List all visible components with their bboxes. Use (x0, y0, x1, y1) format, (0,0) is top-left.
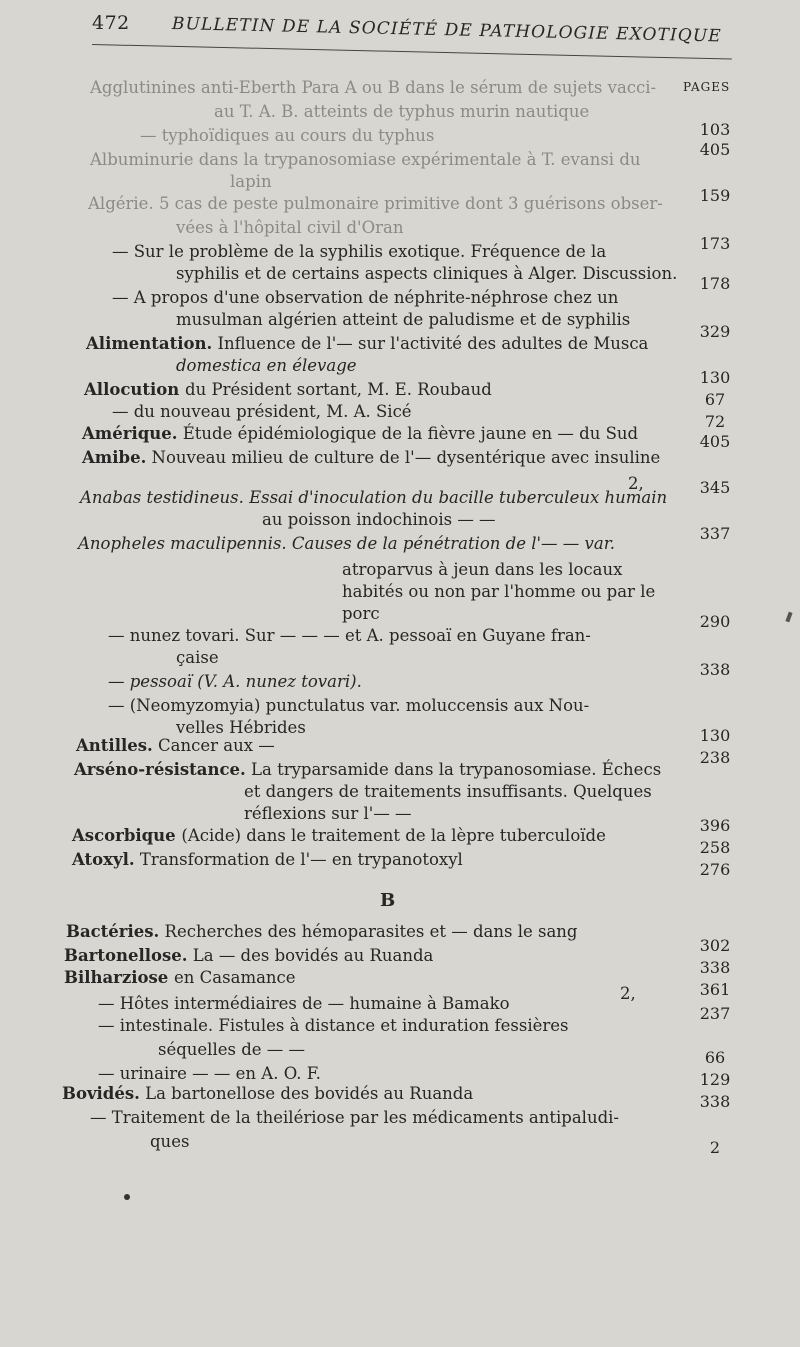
index-line: Amérique. Étude épidémiologique de la fièvre jaune en — du Sud (82, 424, 639, 443)
index-line: Ascorbique (Acide) dans le traitement de la lèpre tuberculoïde (72, 826, 606, 845)
index-line: syphilis et de certains aspects cliniques à Alger. Discussion. (176, 264, 678, 283)
page-number: 472 (92, 12, 130, 34)
index-line: au poisson indochinois — — (262, 510, 496, 529)
index-line: Algérie. 5 cas de peste pulmonaire primitive dont 3 guérisons obser- (88, 194, 663, 213)
page-ref: 159 (699, 186, 731, 205)
index-line: domestica en élevage (176, 356, 357, 375)
page-ref: 405 (699, 432, 731, 451)
page-ref: 173 (699, 234, 731, 253)
index-line: — pessoaï (V. A. nunez tovari). (108, 672, 362, 691)
index-line: réflexions sur l'— — (244, 804, 412, 823)
index-line: — A propos d'une observation de néphrite-néphrose chez un (112, 288, 619, 307)
page-ref: 130 (699, 726, 731, 745)
index-line: musulman algérien atteint de paludisme et de syphilis (176, 310, 631, 329)
page-ref: 276 (699, 860, 731, 879)
page-ref: 129 (699, 1070, 731, 1089)
page-ref: 103 (699, 120, 731, 139)
section-letter-b: B (380, 890, 396, 911)
index-line: çaise (176, 648, 219, 667)
index-line: ques (150, 1132, 190, 1151)
index-line: atroparvus à jeun dans les locaux (342, 560, 623, 579)
index-line: Agglutinines anti-Eberth Para A ou B dans le sérum de sujets vacci- (90, 78, 657, 97)
page-ref: 2 (709, 1138, 721, 1157)
index-line: Allocution du Président sortant, M. E. Roubaud (84, 380, 492, 399)
page-ref: 338 (699, 660, 731, 679)
page-ref: 405 (699, 140, 731, 159)
index-line: vées à l'hôpital civil d'Oran (176, 218, 404, 237)
page-ref: 338 (699, 1092, 731, 1111)
running-title: BULLETIN DE LA SOCIÉTÉ DE PATHOLOGIE EXOTIQUE (171, 14, 722, 47)
ink-spot (124, 1194, 130, 1200)
page-ref: 237 (699, 1004, 731, 1023)
index-line: Amibe. Nouveau milieu de culture de l'— dysentérique avec insuline (82, 448, 661, 467)
index-line: 2, (620, 984, 636, 1003)
index-line: velles Hébrides (176, 718, 306, 737)
page-ref: 290 (699, 612, 731, 631)
index-line: 2, (628, 474, 644, 493)
index-line: Bovidés. La bartonellose des bovidés au Ruanda (62, 1084, 474, 1103)
page-ref: 338 (699, 958, 731, 977)
index-line: porc (342, 604, 380, 623)
page-ref: 178 (699, 274, 731, 293)
index-line: — typhoïdiques au cours du typhus (140, 126, 435, 145)
index-line: habités ou non par l'homme ou par le (342, 582, 656, 601)
index-line: et dangers de traitements insuffisants. Quelques (244, 782, 652, 801)
page-ref: 72 (704, 412, 726, 431)
index-line: — Hôtes intermédiaires de — humaine à Bamako (98, 994, 510, 1013)
index-line: Anopheles maculipennis. Causes de la pénétration de l'— — var. (78, 534, 616, 553)
pages-column-label: PAGES (683, 80, 731, 94)
index-line: Bartonellose. La — des bovidés au Ruanda (64, 946, 434, 965)
index-line: — Sur le problème de la syphilis exotique. Fréquence de la (112, 242, 607, 261)
index-line: séquelles de — — (158, 1040, 306, 1059)
index-line: Alimentation. Influence de l'— sur l'activité des adultes de Musca (86, 334, 649, 353)
index-line: lapin (230, 172, 272, 191)
page-ref: 329 (699, 322, 731, 341)
index-line: — Traitement de la theilériose par les médicaments antipaludi- (90, 1108, 619, 1127)
index-line: Antilles. Cancer aux — (76, 736, 275, 755)
page-ref: 396 (699, 816, 731, 835)
page-ref: 361 (699, 980, 731, 999)
index-line: — intestinale. Fistules à distance et induration fessières (98, 1016, 569, 1035)
index-line: — du nouveau président, M. A. Sicé (112, 402, 412, 421)
index-line: — urinaire — — en A. O. F. (98, 1064, 321, 1083)
index-line: Bilharziose en Casamance (64, 968, 296, 987)
page-ref: 66 (704, 1048, 726, 1067)
page-ref: 258 (699, 838, 731, 857)
index-line: au T. A. B. atteints de typhus murin nautique (214, 102, 590, 121)
index-line: Anabas testidineus. Essai d'inoculation du bacille tuberculeux humain (80, 488, 668, 507)
page-ref: 337 (699, 524, 731, 543)
index-line: — (Neomyzomyia) punctulatus var. moluccensis aux Nou- (108, 696, 590, 715)
page-ref: 67 (704, 390, 726, 409)
page-ref: 238 (699, 748, 731, 767)
page-ref: 130 (699, 368, 731, 387)
index-line: Arséno-résistance. La tryparsamide dans la trypanosomiase. Échecs (74, 760, 662, 779)
index-line: — nunez tovari. Sur — — — et A. pessoaï en Guyane fran- (108, 626, 591, 645)
index-line: Albuminurie dans la trypanosomiase expérimentale à T. evansi du (90, 150, 641, 169)
index-line: Atoxyl. Transformation de l'— en trypanotoxyl (72, 850, 463, 869)
index-line: Bactéries. Recherches des hémoparasites et — dans le sang (66, 922, 578, 941)
page-ref: 302 (699, 936, 731, 955)
page-ref: 345 (699, 478, 731, 497)
